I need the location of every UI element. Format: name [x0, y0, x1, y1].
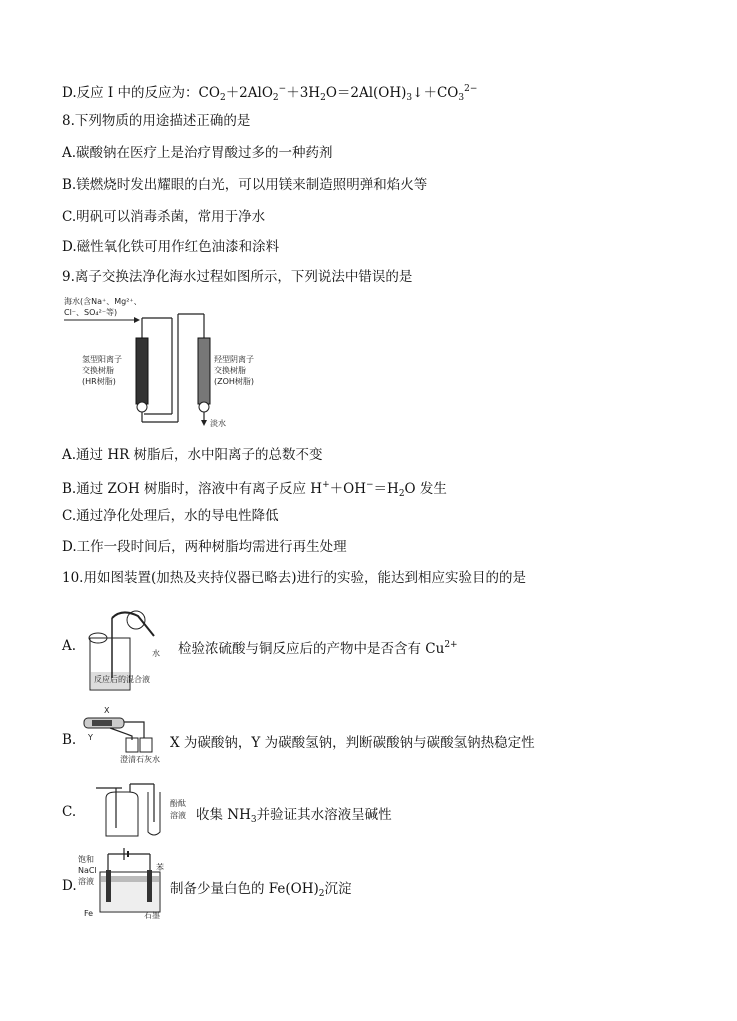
graphite-electrode-label: 石墨	[144, 911, 160, 920]
text: ↓＋CO	[412, 85, 459, 101]
q8-option-d: D.磁性氧化铁可用作红色油漆和涂料	[62, 239, 280, 255]
limewater-label: 澄清石灰水	[120, 755, 160, 764]
nacl-label: NaCl	[78, 866, 97, 875]
sub: 3	[406, 93, 413, 103]
saturated-label: 饱和	[78, 855, 94, 864]
sub: 3	[250, 815, 257, 825]
q10-a-apparatus	[82, 598, 174, 694]
q10-option-b-label: B.	[62, 732, 77, 748]
fe-electrode-label: Fe	[84, 909, 94, 918]
sub: 2	[320, 93, 326, 103]
q10-option-d-label: D.	[62, 878, 77, 894]
text: 沉淀	[324, 881, 352, 897]
text: ＋2AlO	[225, 85, 273, 101]
solution-label: 溶液	[78, 877, 94, 886]
q10-option-a-label: A.	[62, 638, 77, 654]
fresh-water-label: 淡水	[210, 419, 226, 428]
text: 收集 NH	[196, 807, 251, 823]
text: ＝H	[373, 481, 399, 497]
q9-option-a: A.通过 HR 树脂后，水中阳离子的总数不变	[62, 447, 323, 463]
q9-option-d: D.工作一段时间后，两种树脂均需进行再生处理	[62, 539, 347, 555]
question-10: 10.用如图装置(加热及夹持仪器已略去)进行的实验，能达到相应实验目的的是	[62, 570, 527, 586]
text: B.通过 ZOH 树脂时，溶液中有离子反应 H	[62, 481, 323, 497]
sub: 2	[398, 489, 405, 499]
sup: 2−	[464, 84, 478, 94]
q10-b-apparatus	[80, 704, 172, 766]
zoh-column	[198, 338, 210, 404]
sub: 3	[458, 93, 465, 103]
question-8: 8.下列物质的用途描述正确的是	[62, 113, 251, 129]
q10-option-a-text	[178, 637, 458, 657]
solution-label: 溶液	[170, 811, 186, 820]
q9-option-c: C.通过净化处理后，水的导电性降低	[62, 508, 279, 524]
q10-option-c-text	[196, 803, 392, 825]
text: O＝2Al(OH)	[325, 85, 407, 101]
sup: 2+	[444, 640, 458, 650]
text: D.反应 I 中的反应为：CO	[62, 85, 220, 101]
sub: 2	[318, 889, 325, 899]
zoh-label-2: 交换树脂	[214, 366, 246, 375]
hr-label-2: 交换树脂	[82, 366, 114, 375]
q10-option-b-text: X 为碳酸钠，Y 为碳酸氢钠，判断碳酸钠与碳酸氢钠热稳定性	[170, 735, 535, 751]
mixture-label: 反应后的混合液	[94, 675, 150, 684]
phenolphthalein-label: 酚酞	[170, 799, 186, 808]
text: 并验证其水溶液呈碱性	[256, 807, 392, 823]
water-label: 水	[152, 649, 160, 658]
text: 制备少量白色的 Fe(OH)	[170, 881, 319, 897]
sub: 2	[219, 93, 226, 103]
q10-c-apparatus	[96, 778, 196, 840]
q10-option-d-text	[170, 877, 352, 899]
text: 检验浓硫酸与铜反应后的产物中是否含有 Cu	[178, 641, 445, 657]
hr-label-1: 氢型阳离子	[82, 355, 122, 364]
benzene-label: 苯	[156, 863, 164, 872]
seawater-label-1: 海水(含Na⁺、Mg²⁺、	[64, 297, 142, 306]
sup: −	[278, 84, 287, 94]
zoh-label-1: 羟型阴离子	[214, 355, 254, 364]
ion-exchange-figure	[62, 294, 302, 430]
q10-option-c-label: C.	[62, 804, 77, 820]
question-9: 9.离子交换法净化海水过程如图所示，下列说法中错误的是	[62, 269, 413, 285]
sup: +	[322, 480, 330, 490]
hr-label-3: (HR树脂)	[82, 377, 116, 386]
seawater-label-2: Cl⁻、SO₄²⁻等)	[64, 308, 118, 317]
q10-d-apparatus	[78, 846, 170, 920]
hr-column	[136, 338, 148, 404]
text: O 发生	[404, 481, 447, 497]
text: ＋OH	[329, 481, 366, 497]
q8-option-b: B.镁燃烧时发出耀眼的白光，可以用镁来制造照明弹和焰火等	[62, 177, 428, 193]
sub: 2	[272, 93, 279, 103]
q9-option-b	[62, 476, 447, 503]
text: ＋3H	[286, 85, 321, 101]
zoh-label-3: (ZOH树脂)	[214, 377, 255, 386]
y-label: Y	[88, 733, 93, 742]
prev-option-d	[62, 80, 477, 107]
sup: −	[365, 480, 374, 490]
q8-option-a: A.碳酸钠在医疗上是治疗胃酸过多的一种药剂	[62, 145, 333, 161]
x-label: X	[104, 706, 110, 715]
q8-option-c: C.明矾可以消毒杀菌，常用于净水	[62, 209, 266, 225]
